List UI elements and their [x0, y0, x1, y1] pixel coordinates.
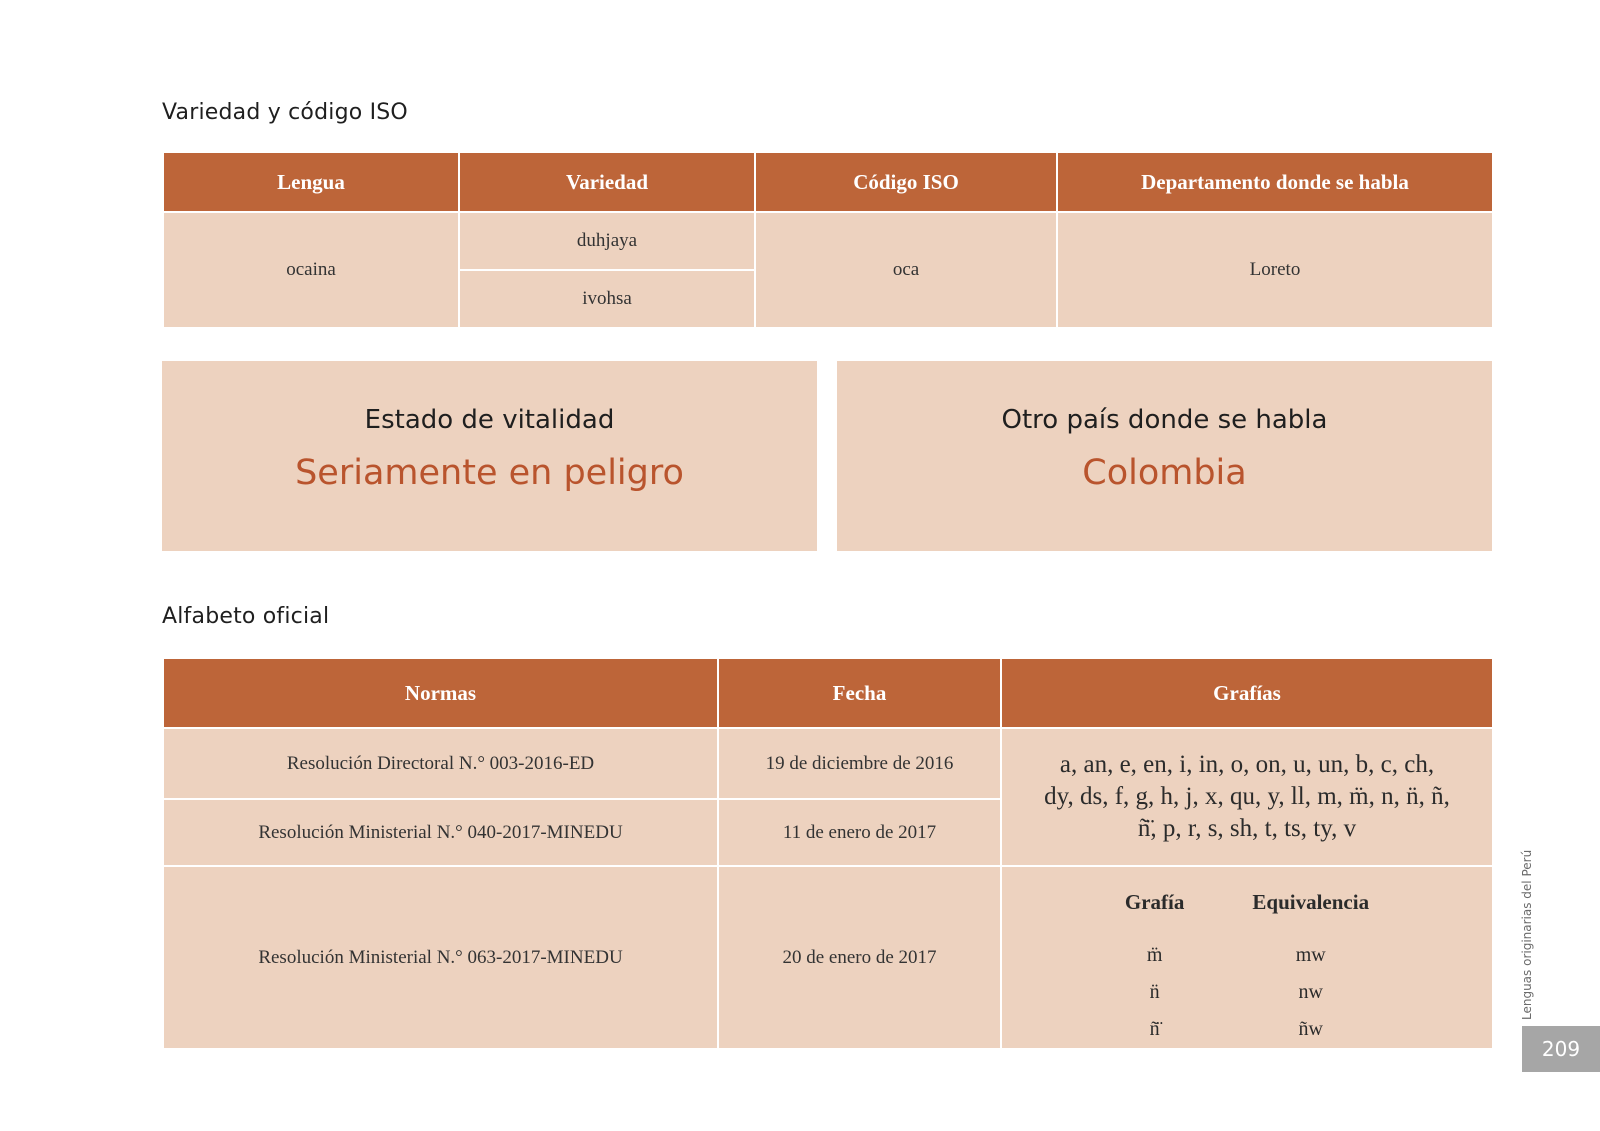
- vitality-box: [162, 361, 817, 551]
- table-row: [1091, 1011, 1403, 1048]
- running-footer-text: Lenguas originarias del Perú: [1520, 849, 1534, 1020]
- header-variedad: Variedad: [459, 152, 755, 212]
- table-row: [163, 728, 1493, 799]
- header-equivalencia: Equivalencia: [1252, 889, 1370, 914]
- variety-section-title: Variedad y código ISO: [162, 100, 408, 125]
- norm-cell: Resolución Ministerial N.° 040-2017-MINEDU: [163, 799, 718, 866]
- grafia-cell: m̈: [1146, 944, 1163, 966]
- page-number: 209: [1522, 1026, 1600, 1072]
- other-country-label: Otro país donde se habla: [1001, 405, 1328, 435]
- table-row: [1091, 974, 1403, 1011]
- graphs-line: dy, ds, f, g, h, j, x, qu, y, ll, m, m̈, n, n̈, ñ,: [1044, 783, 1450, 810]
- date-cell: 11 de enero de 2017: [718, 799, 1001, 866]
- variety-cell: ivohsa: [459, 270, 755, 328]
- graphs-cell: [1001, 728, 1493, 866]
- date-cell: 20 de enero de 2017: [718, 866, 1001, 1049]
- graphs-line: a, an, e, en, i, in, o, on, u, un, b, c, ch,: [1059, 751, 1435, 778]
- table-row: [1091, 937, 1403, 974]
- equivalence-header-row: [1091, 867, 1403, 937]
- table-row: [163, 866, 1493, 1049]
- language-cell: ocaina: [163, 212, 459, 328]
- alphabet-header-row: [163, 658, 1493, 728]
- grafia-cell: ñ̈: [1149, 1018, 1160, 1040]
- other-country-box: [837, 361, 1492, 551]
- vitality-value: Seriamente en peligro: [295, 453, 684, 493]
- graphs-line: ñ̈, p, r, s, sh, t, ts, ty, v: [1137, 815, 1357, 842]
- department-cell: Loreto: [1057, 212, 1493, 328]
- header-normas: Normas: [163, 658, 718, 728]
- table-row: [163, 212, 1493, 270]
- date-cell: 19 de diciembre de 2016: [718, 728, 1001, 799]
- variety-cell: duhjaya: [459, 212, 755, 270]
- equivalencia-cell: mw: [1295, 944, 1326, 966]
- header-departamento: Departamento donde se habla: [1057, 152, 1493, 212]
- norm-cell: Resolución Directoral N.° 003-2016-ED: [163, 728, 718, 799]
- equivalence-table: [1091, 867, 1403, 1048]
- alphabet-section-title: Alfabeto oficial: [162, 604, 330, 629]
- alphabet-table: [162, 657, 1494, 1050]
- norm-cell: Resolución Ministerial N.° 063-2017-MINEDU: [163, 866, 718, 1049]
- equivalencia-cell: ñw: [1298, 1018, 1323, 1040]
- variety-header-row: [163, 152, 1493, 212]
- equivalence-cell: [1001, 866, 1493, 1049]
- header-grafias: Grafías: [1001, 658, 1493, 728]
- equivalencia-cell: nw: [1298, 981, 1323, 1003]
- header-grafia: Grafía: [1124, 889, 1185, 914]
- header-fecha: Fecha: [718, 658, 1001, 728]
- header-lengua: Lengua: [163, 152, 459, 212]
- grafia-cell: n̈: [1149, 981, 1160, 1003]
- iso-code-cell: oca: [755, 212, 1057, 328]
- header-codigo-iso: Código ISO: [755, 152, 1057, 212]
- variety-table: [162, 151, 1494, 329]
- vitality-label: Estado de vitalidad: [364, 405, 615, 435]
- other-country-value: Colombia: [1082, 453, 1247, 493]
